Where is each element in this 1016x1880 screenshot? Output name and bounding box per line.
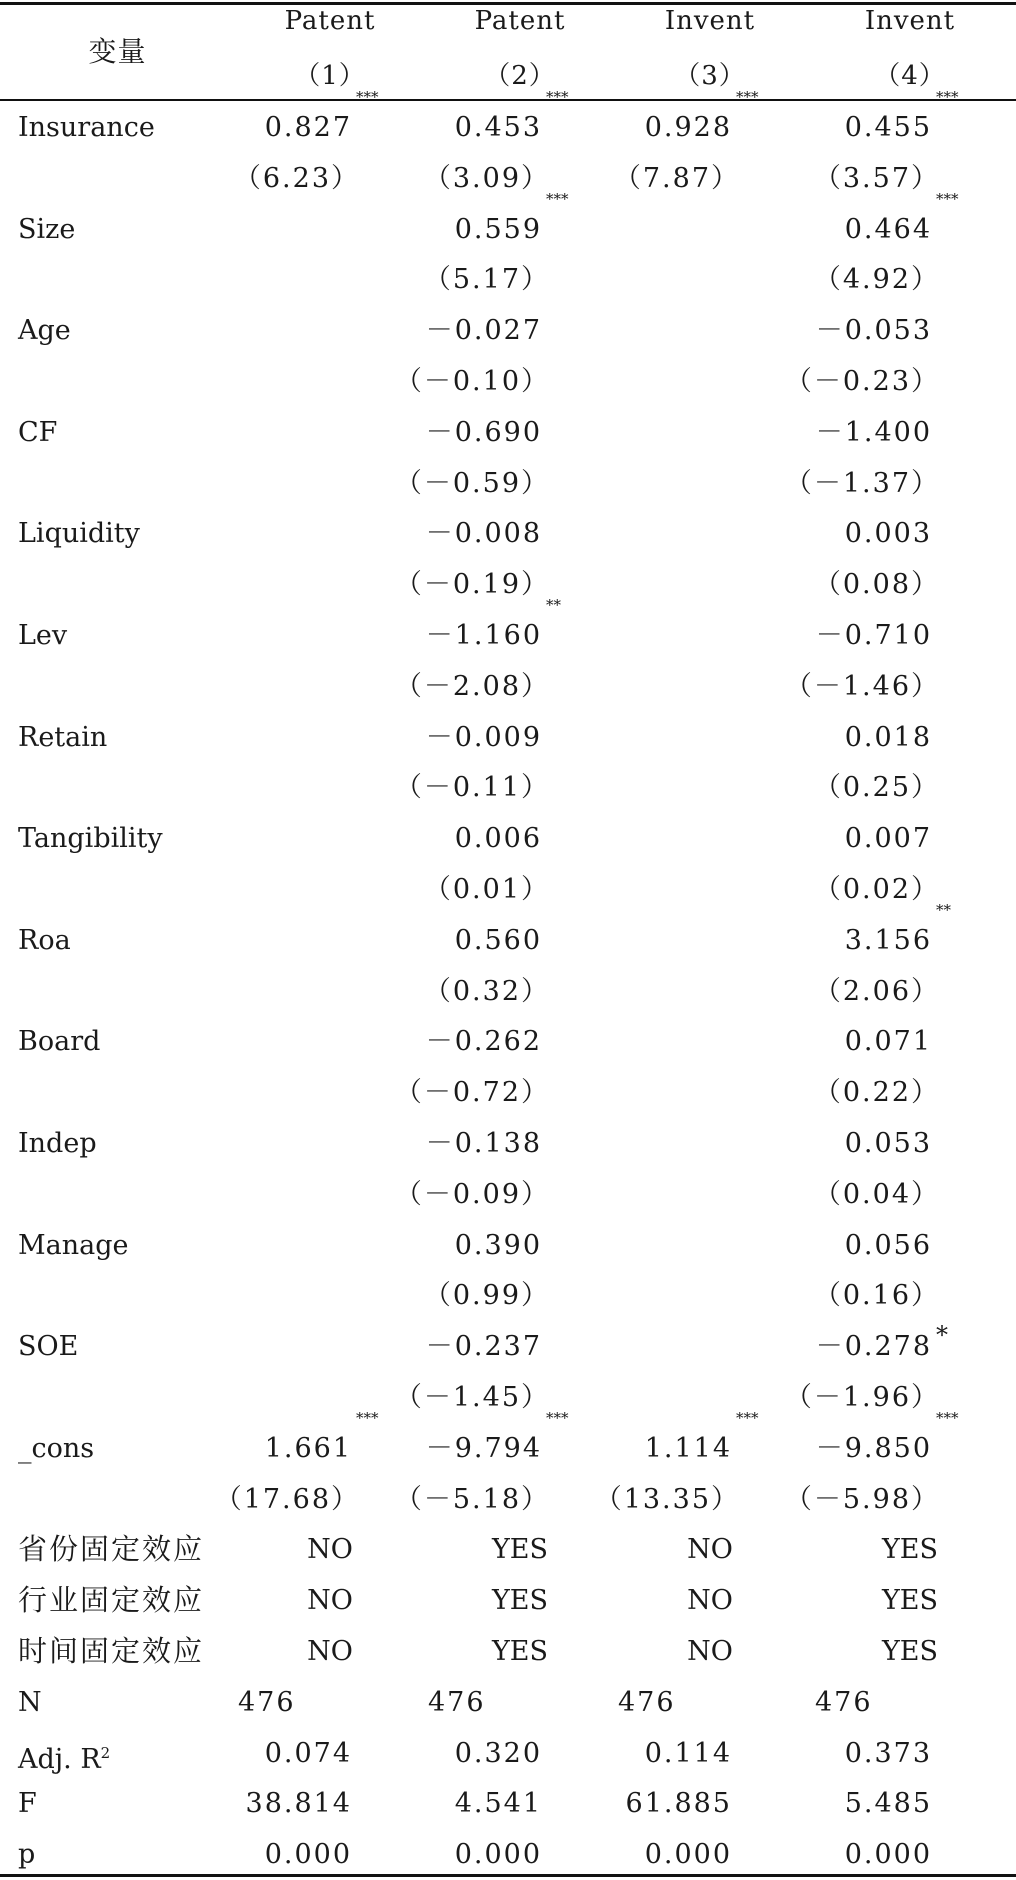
tstat-cell: （－0.59） — [394, 467, 550, 499]
coef-cell: －0.008 — [425, 518, 542, 550]
col1-num-header: （1） — [294, 61, 366, 91]
fixed-effect-cell: NO — [307, 1534, 353, 1566]
fixed-effect-cell: NO — [307, 1585, 353, 1617]
tstat-cell: （17.68） — [214, 1483, 360, 1515]
coef-cell: －9.794 — [425, 1432, 542, 1464]
fixed-effect-cell: YES — [881, 1534, 939, 1566]
tstat-cell: （－0.09） — [394, 1178, 550, 1210]
p-cell: 0.000 — [844, 1839, 932, 1871]
coef-cell: 0.559 — [454, 213, 542, 245]
row-label: Age — [18, 315, 71, 347]
coef-cell: 0.390 — [454, 1229, 542, 1261]
stat-row-n — [0, 1677, 1016, 1728]
table-row — [0, 189, 1016, 255]
tstat-cell: （3.57） — [813, 162, 940, 194]
coef-cell: －0.138 — [425, 1128, 542, 1159]
n-cell: 476 — [618, 1686, 676, 1718]
row-label: Roa — [18, 924, 71, 956]
fixed-effect-row — [0, 1575, 1016, 1626]
row-label: Retain — [18, 721, 108, 753]
col4-dep-header: Invent — [864, 6, 956, 36]
table-row — [0, 712, 1016, 763]
table-row-tstat — [0, 1270, 1016, 1321]
table-row-tstat — [0, 966, 1016, 1017]
table-row-tstat — [0, 559, 1016, 610]
header-rule — [0, 99, 1016, 101]
stat-row-adjr2 — [0, 1728, 1016, 1779]
p-cell: 0.000 — [454, 1839, 542, 1871]
tstat-cell: （13.35） — [594, 1483, 740, 1515]
row-label: Size — [18, 213, 76, 245]
significance-stars: ** — [546, 596, 561, 614]
fixed-effect-cell: YES — [491, 1534, 549, 1566]
row-label: _cons — [18, 1432, 95, 1464]
tstat-cell: （－1.96） — [784, 1382, 940, 1413]
table-row — [0, 813, 1016, 864]
tstat-cell: （－1.45） — [394, 1382, 550, 1413]
row-label: 省份固定效应 — [18, 1532, 205, 1567]
coef-cell: 1.114 — [644, 1432, 732, 1464]
significance-stars: ** — [936, 900, 951, 919]
tstat-cell: （0.25） — [813, 772, 940, 804]
table-row — [0, 900, 1016, 966]
col4-num-header: （4） — [874, 61, 946, 91]
tstat-cell: （－1.46） — [784, 670, 940, 702]
tstat-cell: （－0.72） — [394, 1077, 550, 1109]
n-cell: 476 — [238, 1686, 296, 1718]
tstat-cell: （2.06） — [813, 975, 940, 1007]
table-row — [0, 1321, 1016, 1372]
coef-cell: －0.278 — [815, 1331, 932, 1363]
tstat-cell: （0.22） — [813, 1077, 940, 1109]
tstat-cell: （－0.19） — [394, 569, 550, 601]
coef-cell: －0.710 — [815, 620, 932, 651]
significance-stars: *** — [546, 1408, 569, 1427]
significance-stars: *** — [736, 1408, 759, 1427]
row-label: Insurance — [18, 112, 155, 143]
tstat-cell: （0.32） — [423, 975, 550, 1007]
tstat-cell: （4.92） — [813, 264, 940, 296]
coef-cell: －0.053 — [815, 315, 932, 347]
row-label: Board — [18, 1026, 101, 1058]
table-row-tstat — [0, 356, 1016, 407]
coef-cell: －1.400 — [815, 416, 932, 448]
tstat-cell: （0.02） — [813, 874, 940, 905]
table-row-tstat — [0, 458, 1016, 509]
significance-stars: *** — [936, 189, 959, 208]
n-cell: 476 — [428, 1686, 486, 1718]
coef-cell: －1.160 — [425, 620, 542, 651]
row-label: 行业固定效应 — [18, 1583, 205, 1618]
significance-stars: *** — [356, 88, 379, 106]
coef-cell: 0.071 — [844, 1026, 932, 1058]
fixed-effect-cell: YES — [881, 1585, 939, 1617]
table-row — [0, 508, 1016, 559]
row-label: Lev — [18, 620, 68, 651]
p-cell: 0.000 — [644, 1839, 732, 1871]
coef-cell: 0.455 — [844, 112, 932, 143]
coef-cell: －0.027 — [425, 315, 542, 347]
significance-stars: *** — [546, 88, 569, 106]
tstat-cell: （－1.37） — [784, 467, 940, 499]
coef-cell: 0.827 — [264, 112, 352, 143]
fixed-effect-row — [0, 1524, 1016, 1575]
col2-dep-header: Patent — [474, 6, 566, 36]
f-cell: 38.814 — [245, 1788, 352, 1820]
adjr2-cell: 0.373 — [844, 1737, 932, 1769]
f-cell: 5.485 — [844, 1788, 932, 1820]
coef-cell: －0.262 — [425, 1026, 542, 1058]
tstat-cell: （3.09） — [423, 162, 550, 194]
significance-stars: *** — [546, 189, 569, 208]
row-label: 时间固定效应 — [18, 1634, 205, 1668]
table-row-tstat — [0, 1372, 1016, 1423]
table-row-tstat — [0, 1067, 1016, 1118]
fixed-effect-cell: NO — [687, 1585, 733, 1617]
row-label: Tangibility — [18, 823, 163, 855]
tstat-cell: （0.99） — [423, 1280, 550, 1312]
tstat-cell: （－2.08） — [394, 670, 550, 702]
coef-cell: －9.850 — [815, 1432, 932, 1464]
coef-cell: 0.560 — [454, 924, 542, 956]
top-rule — [0, 2, 1016, 5]
tstat-cell: （－0.11） — [394, 772, 550, 804]
coef-cell: 0.056 — [844, 1229, 932, 1261]
coef-cell: 0.464 — [844, 213, 932, 245]
adjr2-cell: 0.114 — [644, 1737, 732, 1769]
table-row — [0, 1118, 1016, 1169]
table-row-tstat — [0, 864, 1016, 915]
table-row-tstat — [0, 254, 1016, 305]
table-row — [0, 1016, 1016, 1067]
stat-row-p — [0, 1829, 1016, 1880]
row-label: N — [18, 1686, 42, 1718]
table-row — [0, 305, 1016, 356]
table-row — [0, 407, 1016, 458]
tstat-cell: （0.01） — [423, 874, 550, 905]
coef-cell: 0.928 — [644, 112, 732, 143]
fixed-effect-cell: YES — [881, 1636, 939, 1667]
row-label: Manage — [18, 1229, 129, 1261]
row-label: F — [18, 1788, 37, 1820]
row-label: Indep — [18, 1128, 97, 1159]
coef-cell: 0.018 — [844, 721, 932, 753]
fixed-effect-cell: NO — [687, 1534, 733, 1566]
coef-cell: －0.009 — [425, 721, 542, 753]
table-row-tstat — [0, 1474, 1016, 1525]
significance-stars: *** — [736, 88, 759, 106]
row-label: Liquidity — [18, 518, 140, 550]
tstat-cell: （0.16） — [813, 1280, 940, 1312]
adjr2-cell: 0.320 — [454, 1737, 542, 1769]
table-row — [0, 1408, 1016, 1474]
stat-row-f — [0, 1778, 1016, 1829]
tstat-cell: （－5.18） — [394, 1483, 550, 1515]
coef-cell: 0.006 — [454, 823, 542, 855]
coef-cell: 1.661 — [264, 1432, 352, 1464]
p-cell: 0.000 — [264, 1839, 352, 1871]
adjr2-cell: 0.074 — [264, 1737, 352, 1769]
coef-cell: －0.237 — [425, 1331, 542, 1363]
table-row — [0, 88, 1016, 153]
tstat-cell: （－0.10） — [394, 366, 550, 397]
table-row — [0, 1220, 1016, 1271]
tstat-cell: （6.23） — [233, 162, 360, 194]
fixed-effect-cell: NO — [687, 1636, 733, 1667]
row-label-superscript: 2 — [100, 1743, 111, 1762]
coef-cell: －0.690 — [425, 416, 542, 448]
f-cell: 61.885 — [625, 1788, 732, 1820]
fixed-effect-cell: YES — [491, 1585, 549, 1617]
fixed-effect-cell: NO — [307, 1636, 353, 1667]
tstat-cell: （－0.23） — [784, 366, 940, 397]
coef-cell: 0.053 — [844, 1128, 932, 1159]
coef-cell: 0.453 — [454, 112, 542, 143]
table-row-tstat — [0, 1169, 1016, 1220]
significance-stars: * — [936, 1321, 948, 1350]
coef-cell: 0.007 — [844, 823, 932, 855]
variable-header: 变量 — [88, 35, 147, 68]
tstat-cell: （0.08） — [813, 569, 940, 601]
col2-num-header: （2） — [484, 61, 556, 91]
tstat-cell: （0.04） — [813, 1178, 940, 1210]
significance-stars: *** — [936, 88, 959, 106]
tstat-cell: （5.17） — [423, 264, 550, 296]
f-cell: 4.541 — [454, 1788, 542, 1820]
fixed-effect-cell: YES — [491, 1636, 549, 1667]
table-row — [0, 596, 1016, 661]
bottom-rule — [0, 1874, 1016, 1877]
n-cell: 476 — [815, 1686, 873, 1718]
tstat-cell: （7.87） — [613, 162, 740, 194]
table-row-tstat — [0, 661, 1016, 712]
row-label: SOE — [18, 1331, 79, 1363]
tstat-cell: （－5.98） — [784, 1483, 940, 1515]
coef-cell: 3.156 — [844, 924, 932, 956]
table-row-tstat — [0, 762, 1016, 813]
coef-cell: 0.003 — [844, 518, 932, 550]
row-label: CF — [18, 416, 58, 448]
col3-num-header: （3） — [674, 61, 746, 91]
col3-dep-header: Invent — [664, 6, 756, 36]
row-label: Adj. $R^2$ — [18, 1743, 111, 1775]
significance-stars: *** — [356, 1408, 379, 1427]
col1-dep-header: Patent — [284, 6, 376, 36]
significance-stars: *** — [936, 1408, 959, 1427]
table-row-tstat — [0, 153, 1016, 204]
row-label: p — [18, 1839, 36, 1871]
fixed-effect-row — [0, 1626, 1016, 1677]
